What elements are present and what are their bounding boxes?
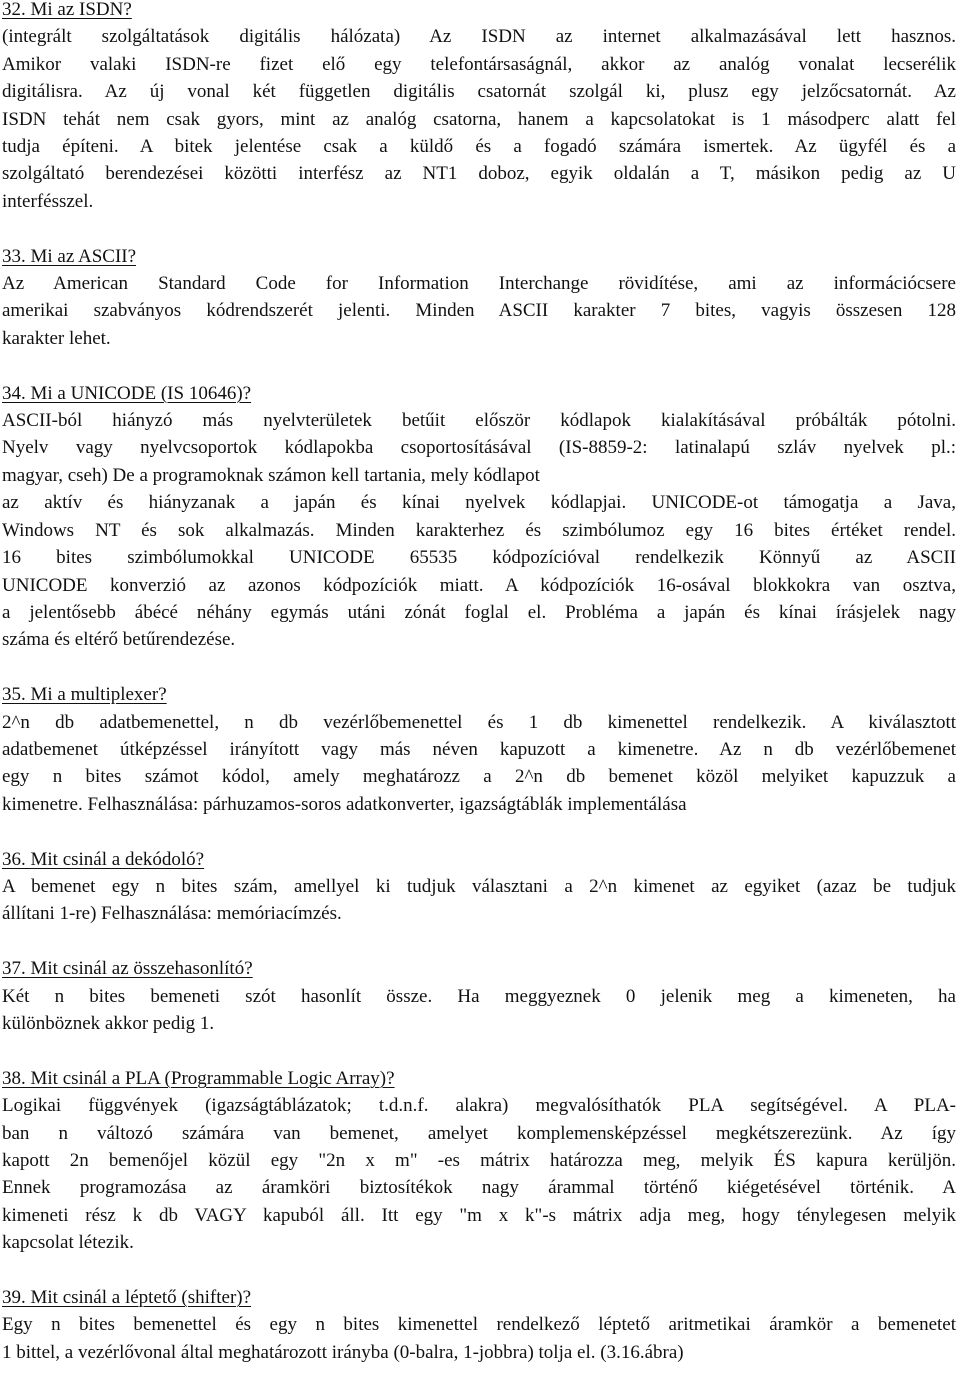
answer-line: 1 bittel, a vezérlővonal által meghatározott irányba (0-balra, 1-jobbra) tolja el. (3.16.ábra) xyxy=(2,1341,684,1363)
answer-line: 16 bites szimbólumokkal UNICODE 65535 kódpozícióval rendelkezik Könnyű az ASCII xyxy=(2,547,956,569)
section-35-multiplexer xyxy=(2,681,956,818)
question-heading: 38. Mit csinál a PLA (Programmable Logic Array)? xyxy=(2,1067,395,1089)
question-heading: 34. Mi a UNICODE (IS 10646)? xyxy=(2,382,252,404)
answer-line: Ennek programozása az áramköri biztosítékok nagy árammal történő kiégetésével történik. A xyxy=(2,1177,956,1199)
answer-line: Az American Standard Code for Information Interchange rövidítése, ami az információcsere xyxy=(2,273,956,295)
section-36-decoder xyxy=(2,846,956,928)
section-32-isdn xyxy=(2,0,956,215)
answer-line: az aktív és hiányzanak a japán és kínai nyelvek kódlapjai. UNICODE-ot támogatja a Java, xyxy=(2,492,956,514)
answer-line: Logikai függvények (igazságtáblázatok; t.d.n.f. alakra) megvalósíthatók PLA segítségével. A PLA- xyxy=(2,1095,956,1117)
answer-line: Egy n bites bemenettel és egy n bites kimenettel rendelkező léptető aritmetikai áramkör a bemenetet xyxy=(2,1314,956,1336)
answer-line: kimeneti rész k db VAGY kapuból áll. Itt egy "m x k"-s mátrix adja meg, hogy ténylegesen melyik xyxy=(2,1204,956,1226)
answer-line: 2^n db adatbemenettel, n db vezérlőbemenettel és 1 db kimenettel rendelkezik. A kiválasztott xyxy=(2,711,956,733)
answer-line: a jelentősebb ábécé néhány egymás utáni zónát foglal el. Probléma a japán és kínai írásjelek nagy xyxy=(2,601,956,623)
answer-line: kimenetre. Felhasználása: párhuzamos-soros adatkonverter, igazságtáblák implementálása xyxy=(2,793,687,815)
answer-line: száma és eltérő betűrendezése. xyxy=(2,629,236,651)
section-37-comparator xyxy=(2,955,956,1037)
answer-line: tudja építeni. A bitek jelentése csak a küldő és a fogadó számára ismertek. Az ügyfél és a xyxy=(2,136,956,158)
answer-line: Két n bites bemeneti szót hasonlít össze. Ha meggyeznek 0 jelenik meg a kimeneten, ha xyxy=(2,985,956,1007)
answer-line: állítani 1-re) Felhasználása: memóriacímzés. xyxy=(2,903,342,925)
answer-line: egy n bites számot kódol, amely meghatározz a 2^n db bemenet közöl melyiket kapuzzuk a xyxy=(2,766,956,788)
answer-line: karakter lehet. xyxy=(2,327,111,349)
answer-line: kapcsolat létezik. xyxy=(2,1232,134,1254)
answer-line: ISDN tehát nem csak gyors, mint az analóg csatorna, hanem a kapcsolatokat is 1 másodperc alatt fel xyxy=(2,108,956,130)
question-heading: 36. Mit csinál a dekódoló? xyxy=(2,848,205,870)
section-38-pla xyxy=(2,1065,956,1257)
answer-line: A bemenet egy n bites szám, amellyel ki tudjuk választani a 2^n kimenet az egyiket (azaz be tudjuk xyxy=(2,875,956,897)
question-heading: 33. Mi az ASCII? xyxy=(2,245,137,267)
section-33-ascii xyxy=(2,243,956,353)
answer-line: magyar, cseh) De a programoknak számon kell tartania, mely kódlapot xyxy=(2,464,540,486)
answer-line: különböznek akkor pedig 1. xyxy=(2,1012,215,1034)
document-page xyxy=(2,0,956,1394)
answer-line: UNICODE konverzió az azonos kódpozíciók miatt. A kódpozíciók 16-osával blokkokra van osztva, xyxy=(2,574,956,596)
answer-line: amerikai szabványos kódrendszerét jelenti. Minden ASCII karakter 7 bites, vagyis összesen 128 xyxy=(2,300,956,322)
answer-line: Windows NT és sok alkalmazás. Minden karakterhez és szimbólumoz egy 16 bites értéket rendel. xyxy=(2,519,956,541)
section-39-shifter xyxy=(2,1284,956,1366)
answer-line: kapott 2n bemenőjel közül egy "2n x m" -es mátrix határozza meg, melyik ÉS kapura kerüljön. xyxy=(2,1149,956,1171)
answer-line: (integrált szolgáltatások digitális hálózata) Az ISDN az internet alkalmazásával lett hasznos. xyxy=(2,26,956,48)
answer-line: adatbemenet útképzéssel irányított vagy más néven kapuzott a kimenetre. Az n db vezérlőbemenet xyxy=(2,738,956,760)
question-heading: 39. Mit csinál a léptető (shifter)? xyxy=(2,1286,252,1308)
section-34-unicode xyxy=(2,380,956,654)
question-heading: 37. Mit csinál az összehasonlító? xyxy=(2,958,253,980)
answer-line: szolgáltató berendezései közötti interfész az NT1 doboz, egyik oldalán a T, másikon pedig az U xyxy=(2,163,956,185)
answer-line: digitálisra. Az új vonal két független digitális csatornát szolgál ki, plusz egy jelzőcsatornát. Az xyxy=(2,81,956,103)
question-heading: 35. Mi a multiplexer? xyxy=(2,684,167,706)
answer-line: interfésszel. xyxy=(2,190,94,212)
question-heading: 32. Mi az ISDN? xyxy=(2,0,132,20)
answer-line: Nyelv vagy nyelvcsoportok kódlapokba csoportosításával (IS-8859-2: latinalapú szláv nyelvek pl.: xyxy=(2,437,956,459)
answer-line: ASCII-ból hiányzó más nyelvterületek betűit először kódlapok kialakításával próbálták pótolni. xyxy=(2,410,956,432)
answer-line: Amikor valaki ISDN-re fizet elő egy telefontársaságnál, akkor az analóg vonalat lecserélik xyxy=(2,53,956,75)
answer-line: ban n változó számára van bemenet, amelyet komplemensképzéssel megkétszerezünk. Az így xyxy=(2,1122,956,1144)
